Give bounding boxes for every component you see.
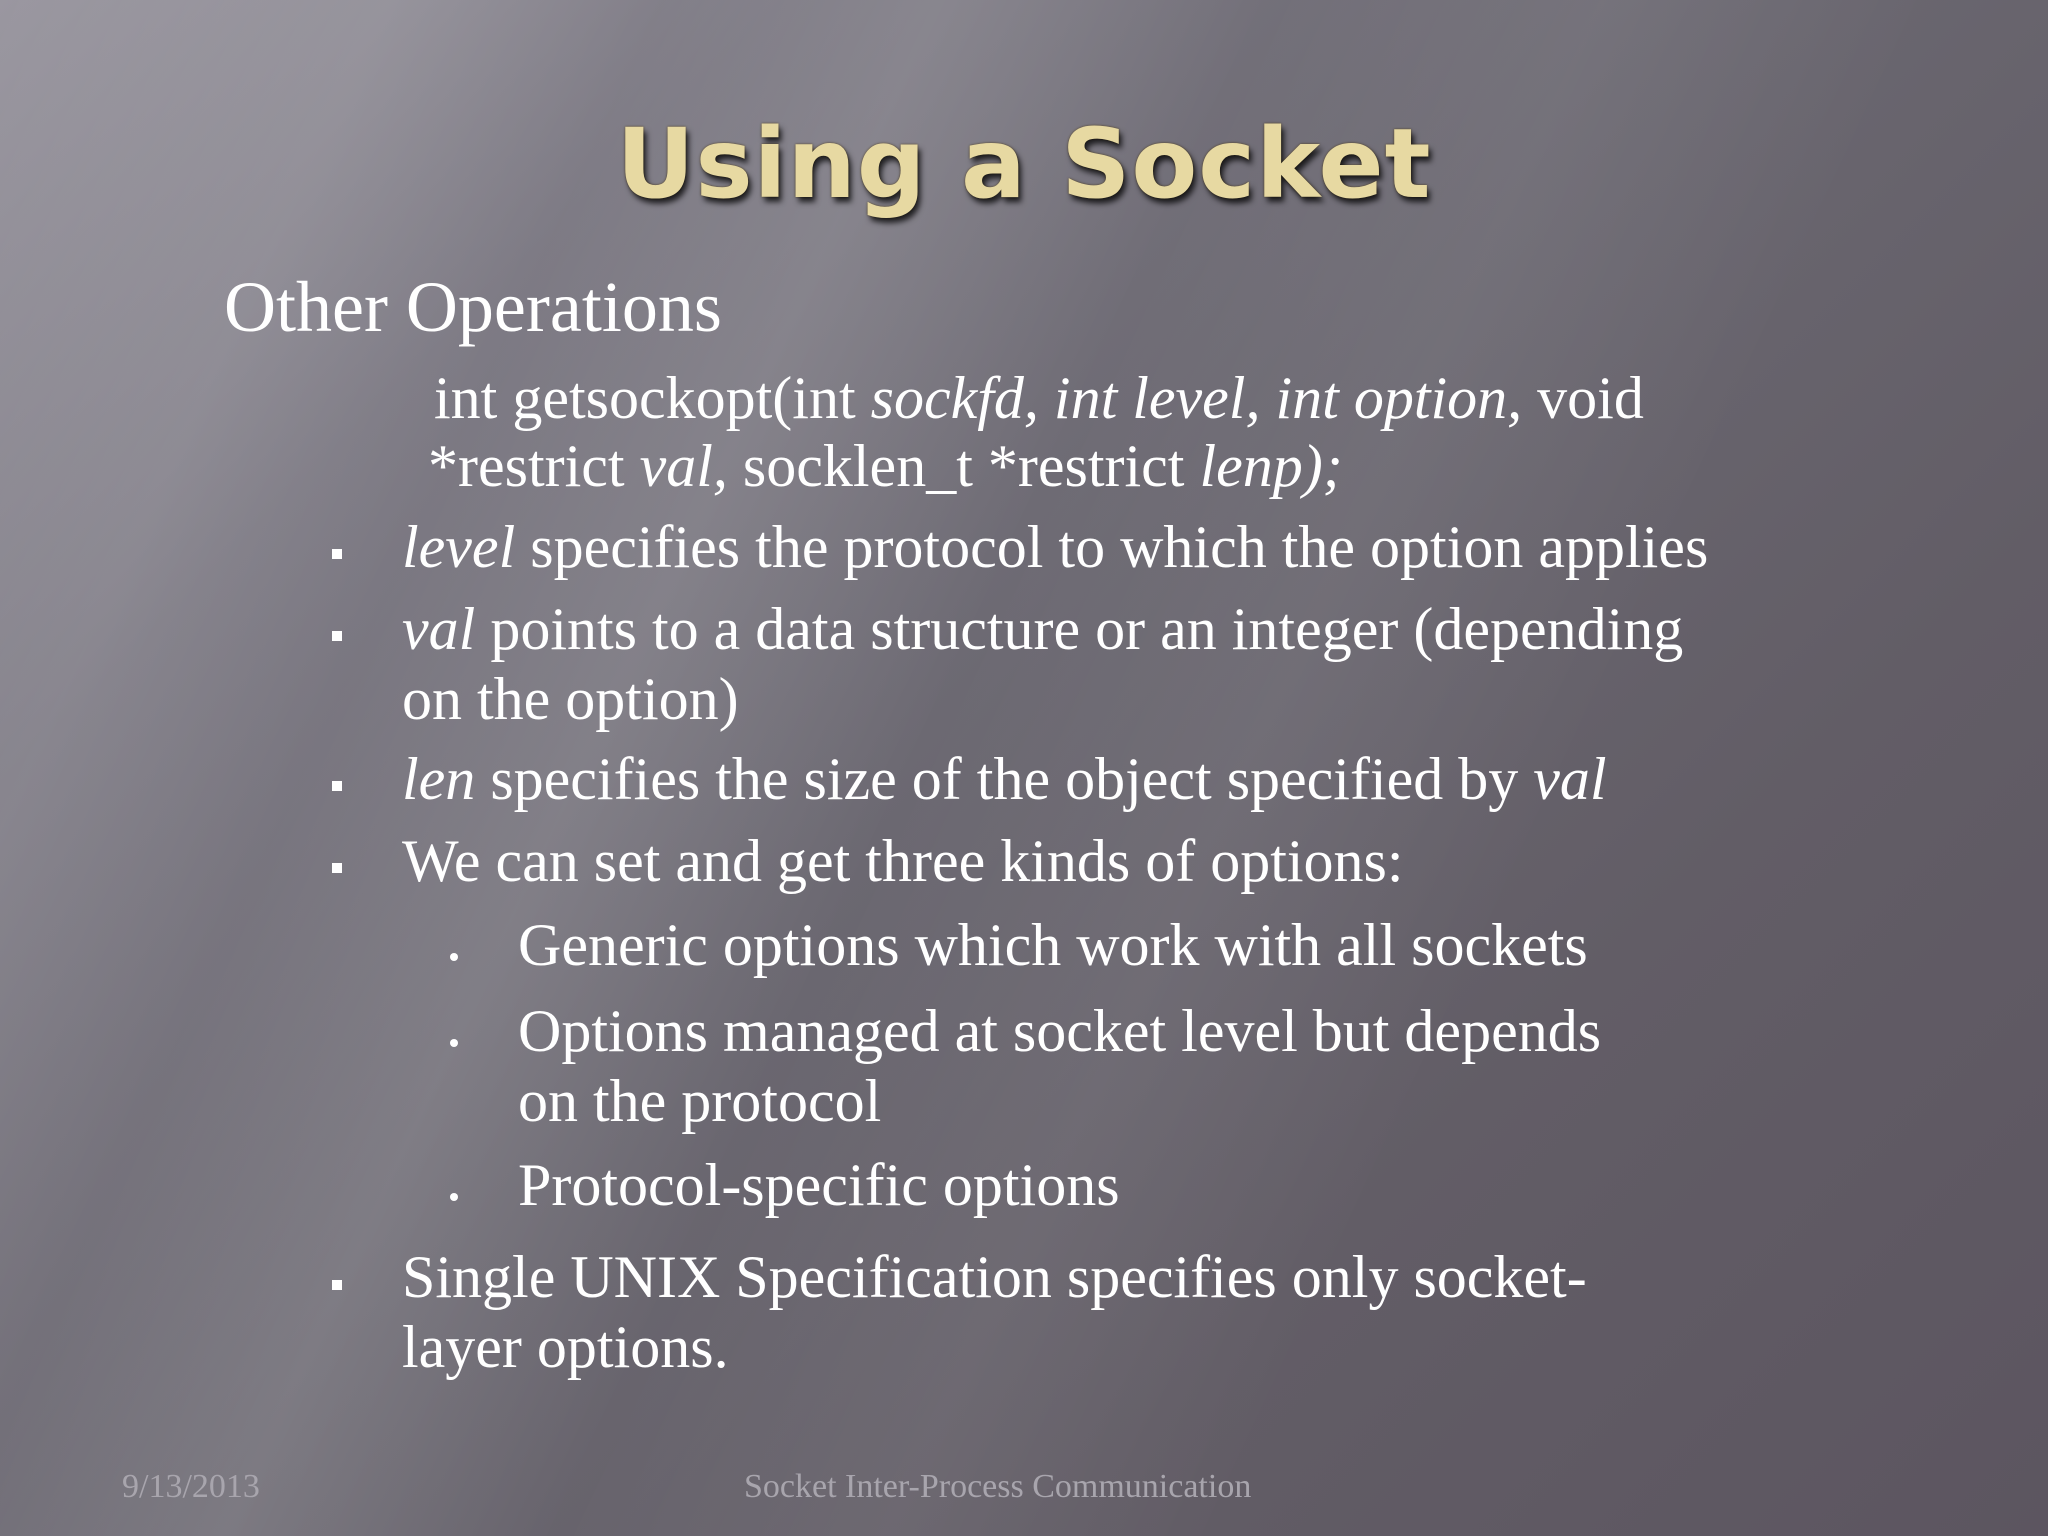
signature-params: sockfd, int level, int option,	[870, 365, 1523, 431]
list-item: Single UNIX Specification specifies only socket-	[402, 1244, 1587, 1310]
list-item	[402, 826, 1404, 896]
term: len	[402, 746, 476, 812]
footer-title: Socket Inter-Process Communication	[744, 1468, 1252, 1505]
signature-text: int getsockopt(int	[434, 365, 871, 431]
dot-bullet-icon	[450, 1193, 458, 1201]
item-text: We can set and get three kinds of options:	[402, 828, 1404, 894]
dot-bullet-icon	[450, 953, 458, 961]
term: level	[402, 514, 516, 580]
list-item-continuation: layer options.	[402, 1314, 729, 1380]
square-bullet-icon	[332, 781, 342, 791]
slide-title: Using a Socket	[616, 108, 1432, 220]
signature-text: void	[1522, 365, 1644, 431]
section-heading: Other Operations	[224, 267, 722, 347]
square-bullet-icon	[332, 549, 342, 559]
item-text: specifies the protocol to which the option applies	[515, 514, 1709, 580]
sub-list-item: Options managed at socket level but depends	[518, 998, 1602, 1064]
dot-bullet-icon	[450, 1039, 458, 1047]
list-item	[402, 512, 1708, 582]
sub-list-item-continuation: on the protocol	[518, 1068, 882, 1134]
square-bullet-icon	[332, 863, 342, 873]
square-bullet-icon	[332, 631, 342, 641]
sub-list-item: Protocol-specific options	[518, 1152, 1120, 1218]
square-bullet-icon	[332, 1280, 342, 1290]
signature-text: socklen_t *restrict	[727, 433, 1200, 499]
signature-param-lenp: lenp);	[1199, 433, 1343, 499]
signature-param-val: val,	[639, 433, 728, 499]
item-text: specifies the size of the object specified by	[475, 746, 1534, 812]
signature-text: *restrict	[428, 433, 640, 499]
term: val	[402, 596, 476, 662]
list-item	[402, 594, 1683, 664]
footer-date: 9/13/2013	[122, 1468, 260, 1505]
term: val	[1533, 746, 1607, 812]
item-text: points to a data structure or an integer (depending	[475, 596, 1684, 662]
sub-list-item: Generic options which work with all sockets	[518, 912, 1588, 978]
list-item	[402, 744, 1607, 814]
list-item-continuation: on the option)	[402, 666, 739, 732]
